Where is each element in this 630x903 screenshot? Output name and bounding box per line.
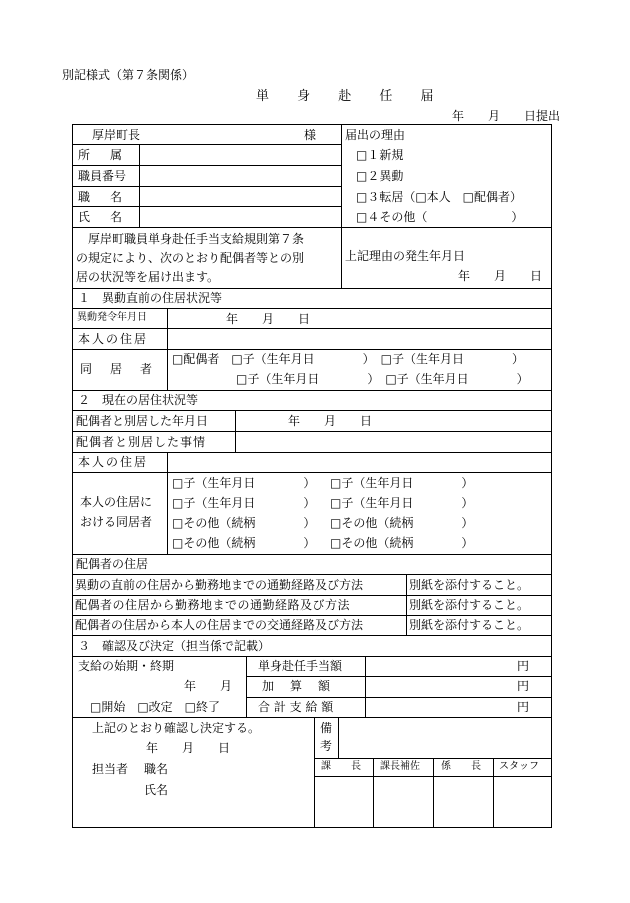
approver-subsection-chief: 係 長 xyxy=(441,761,481,772)
transfer-date: 年 月 日 xyxy=(226,312,311,326)
name-sign-label: 氏名 xyxy=(144,783,169,797)
section1-heading: １ 異動直前の住居状況等 xyxy=(78,291,223,305)
reason-option-new[interactable]: □１新規 xyxy=(356,148,404,162)
additional-amount-unit: 円 xyxy=(517,679,530,693)
allowance-amount-label: 単身赴任手当額 xyxy=(258,659,343,673)
submission-date: 年 月 日提出 xyxy=(452,109,561,123)
occurrence-date: 年 月 日 xyxy=(458,269,543,283)
route-label-3: 配偶者の住居から本人の住居までの交通経路及び方法 xyxy=(75,618,364,632)
separation-date-label: 配偶者と別居した年月日 xyxy=(76,414,209,428)
form-number: 別記様式（第７条関係） xyxy=(62,68,195,82)
cohab-left-1[interactable]: □子（生年月日 ） xyxy=(172,476,316,490)
occurrence-date-label: 上記理由の発生年月日 xyxy=(345,249,466,263)
statement-line-1: 厚岸町職員単身赴任手当支給規則第７条 xyxy=(88,232,305,246)
person-in-charge-label: 担当者 xyxy=(92,762,129,776)
remarks-label-1: 備 xyxy=(320,721,333,735)
total-amount-label: 合 計 支 給 額 xyxy=(258,700,334,714)
name-label: 氏 名 xyxy=(78,210,127,224)
statement-line-2: の規定により、次のとおり配偶者等との別 xyxy=(76,251,305,265)
approver-staff: スタッフ xyxy=(499,761,539,772)
allowance-amount-unit: 円 xyxy=(517,659,530,673)
employee-id-label: 職員番号 xyxy=(78,169,127,183)
cohab-left-2[interactable]: □子（生年月日 ） xyxy=(172,496,316,510)
cohab-right-4[interactable]: □その他（続柄 ） xyxy=(330,536,474,550)
route-value-2: 別紙を添付すること。 xyxy=(409,598,530,612)
section3-heading: ３ 確認及び決定（担当係で記載） xyxy=(78,639,271,653)
own-residence-label-2: 本人の住居 xyxy=(78,455,149,469)
approver-section-chief: 課 長 xyxy=(321,761,361,772)
approver-assistant-chief: 課長補佐 xyxy=(380,761,420,772)
page-title: 単 身 赴 任 届 xyxy=(256,89,446,104)
route-label-2: 配偶者の住居から勤務地までの通勤経路及び方法 xyxy=(75,598,351,612)
cohab-left-4[interactable]: □その他（続柄 ） xyxy=(172,536,316,550)
mayor-addressee: 厚岸町長 xyxy=(92,128,141,142)
route-label-1: 異動の直前の住居から勤務地までの通勤経路及び方法 xyxy=(75,578,364,592)
route-value-1: 別紙を添付すること。 xyxy=(409,578,530,592)
confirm-text: 上記のとおり確認し決定する。 xyxy=(92,721,261,735)
own-cohabitant-label-2: おける同居者 xyxy=(80,515,153,529)
department-label: 所 属 xyxy=(78,148,127,162)
reason-option-transfer[interactable]: □２異動 xyxy=(356,169,404,183)
section2-heading: ２ 現在の居住状況等 xyxy=(78,393,199,407)
cohabitant-row-2[interactable]: □子（生年月日 ） □子（生年月日 ） xyxy=(236,372,529,386)
cohab-right-1[interactable]: □子（生年月日 ） xyxy=(330,476,474,490)
cohab-right-2[interactable]: □子（生年月日 ） xyxy=(330,496,474,510)
payment-period-date: 年 月 xyxy=(184,679,233,693)
spouse-residence-label: 配偶者の住居 xyxy=(76,557,149,571)
statement-line-3: 居の状況等を届け出ます。 xyxy=(76,270,220,284)
payment-period-status[interactable]: □開始 □改定 □終了 xyxy=(90,700,221,714)
honorific: 様 xyxy=(304,128,317,142)
transfer-date-label: 異動発令年月日 xyxy=(77,312,147,323)
cohabitant-label: 同 居 者 xyxy=(80,362,156,376)
confirm-date: 年 月 日 xyxy=(146,741,231,755)
total-amount-unit: 円 xyxy=(517,700,530,714)
separation-date: 年 月 日 xyxy=(288,414,373,428)
cohabitant-row-1[interactable]: □配偶者 □子（生年月日 ） □子（生年月日 ） xyxy=(172,352,525,366)
job-title-label: 職 名 xyxy=(78,190,127,204)
own-cohabitant-label-1: 本人の住居に xyxy=(80,495,153,509)
job-title-sign-label: 職名 xyxy=(144,762,169,776)
payment-period-label: 支給の始期・終期 xyxy=(78,659,175,673)
additional-amount-label: 加 算 額 xyxy=(262,679,333,693)
route-value-3: 別紙を添付すること。 xyxy=(409,618,530,632)
own-residence-label-1: 本人の住居 xyxy=(78,332,149,346)
reason-label: 届出の理由 xyxy=(345,128,406,142)
remarks-label-2: 考 xyxy=(320,739,333,753)
separation-reason-label: 配偶者と別居した事情 xyxy=(76,435,207,449)
cohab-right-3[interactable]: □その他（続柄 ） xyxy=(330,516,474,530)
reason-option-relocation[interactable]: □３転居（□本人 □配偶者） xyxy=(356,190,523,204)
cohab-left-3[interactable]: □その他（続柄 ） xyxy=(172,516,316,530)
reason-option-other[interactable]: □４その他（ ） xyxy=(356,210,524,224)
